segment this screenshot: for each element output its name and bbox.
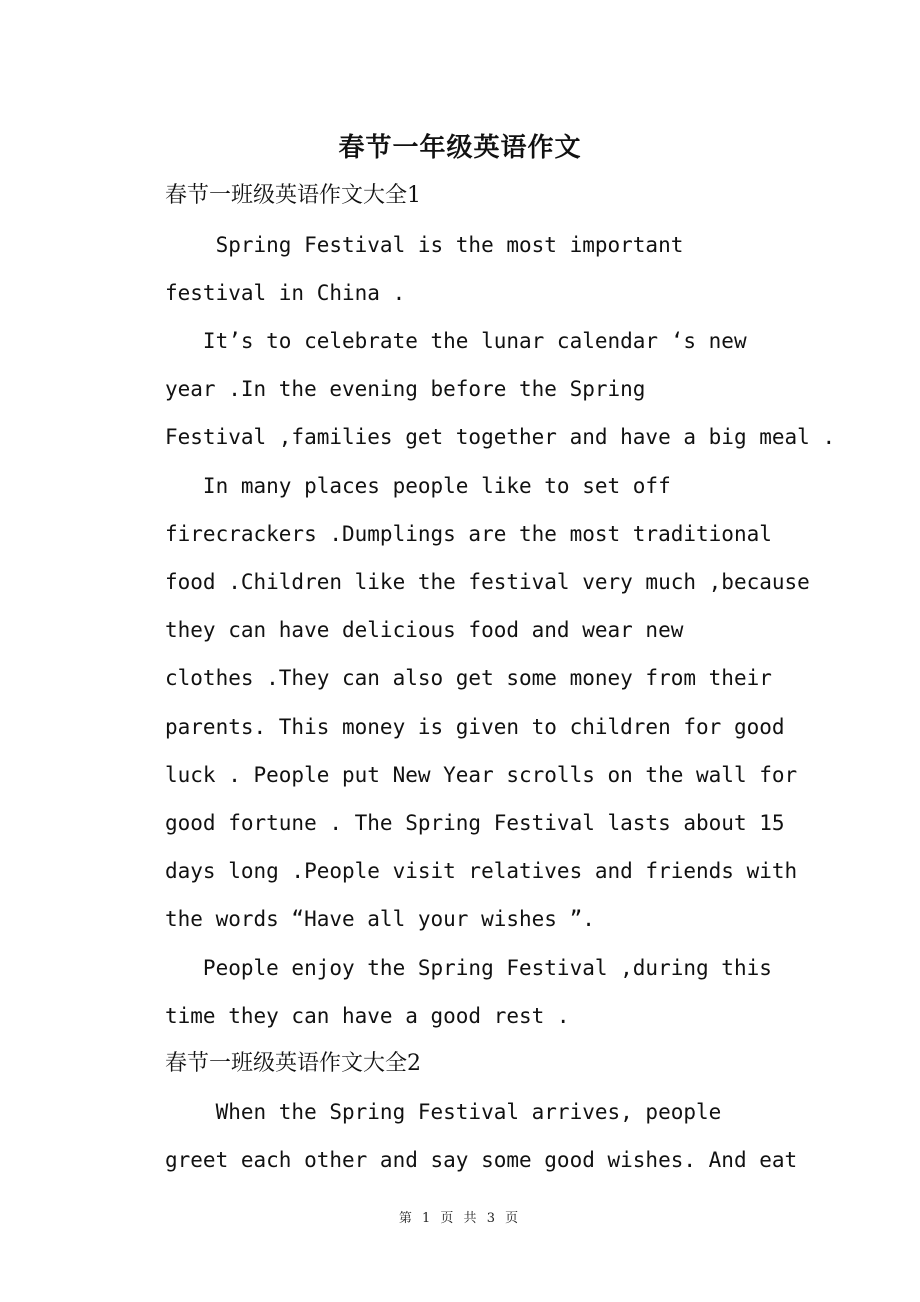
- paragraph-line: year .In the evening before the Spring: [165, 377, 646, 401]
- paragraph-line: festival in China .: [165, 281, 406, 305]
- paragraph-line: Festival ,families get together and have a big meal .: [165, 425, 836, 449]
- document-title: 春节一年级英语作文: [338, 133, 582, 163]
- paragraph-line: It’s to celebrate the lunar calendar ‘s new: [165, 329, 747, 353]
- paragraph-line: luck . People put New Year scrolls on the wall for: [165, 763, 798, 787]
- paragraph-line: Spring Festival is the most important: [165, 233, 684, 257]
- paragraph-line: they can have delicious food and wear new: [165, 618, 684, 642]
- paragraph-line: the words “Have all your wishes ”.: [165, 907, 595, 931]
- paragraph-line: In many places people like to set off: [165, 474, 671, 498]
- paragraph-line: clothes .They can also get some money from their: [165, 666, 772, 690]
- paragraph-line: good fortune . The Spring Festival lasts about 15: [165, 811, 785, 835]
- paragraph-line: days long .People visit relatives and friends with: [165, 859, 798, 883]
- paragraph-line: People enjoy the Spring Festival ,during this: [165, 956, 772, 980]
- paragraph-line: food .Children like the festival very much ,because: [165, 570, 810, 594]
- paragraph-line: time they can have a good rest .: [165, 1004, 570, 1028]
- paragraph-line: parents. This money is given to children for good: [165, 715, 785, 739]
- page-number-footer: 第 1 页 共 3 页: [398, 1211, 522, 1226]
- section-heading-2: 春节一班级英语作文大全2: [165, 1051, 421, 1076]
- paragraph-line: When the Spring Festival arrives, people: [165, 1100, 722, 1124]
- section-heading-1: 春节一班级英语作文大全1: [165, 183, 421, 208]
- paragraph-line: firecrackers .Dumplings are the most traditional: [165, 522, 772, 546]
- paragraph-line: greet each other and say some good wishes. And eat: [165, 1148, 798, 1172]
